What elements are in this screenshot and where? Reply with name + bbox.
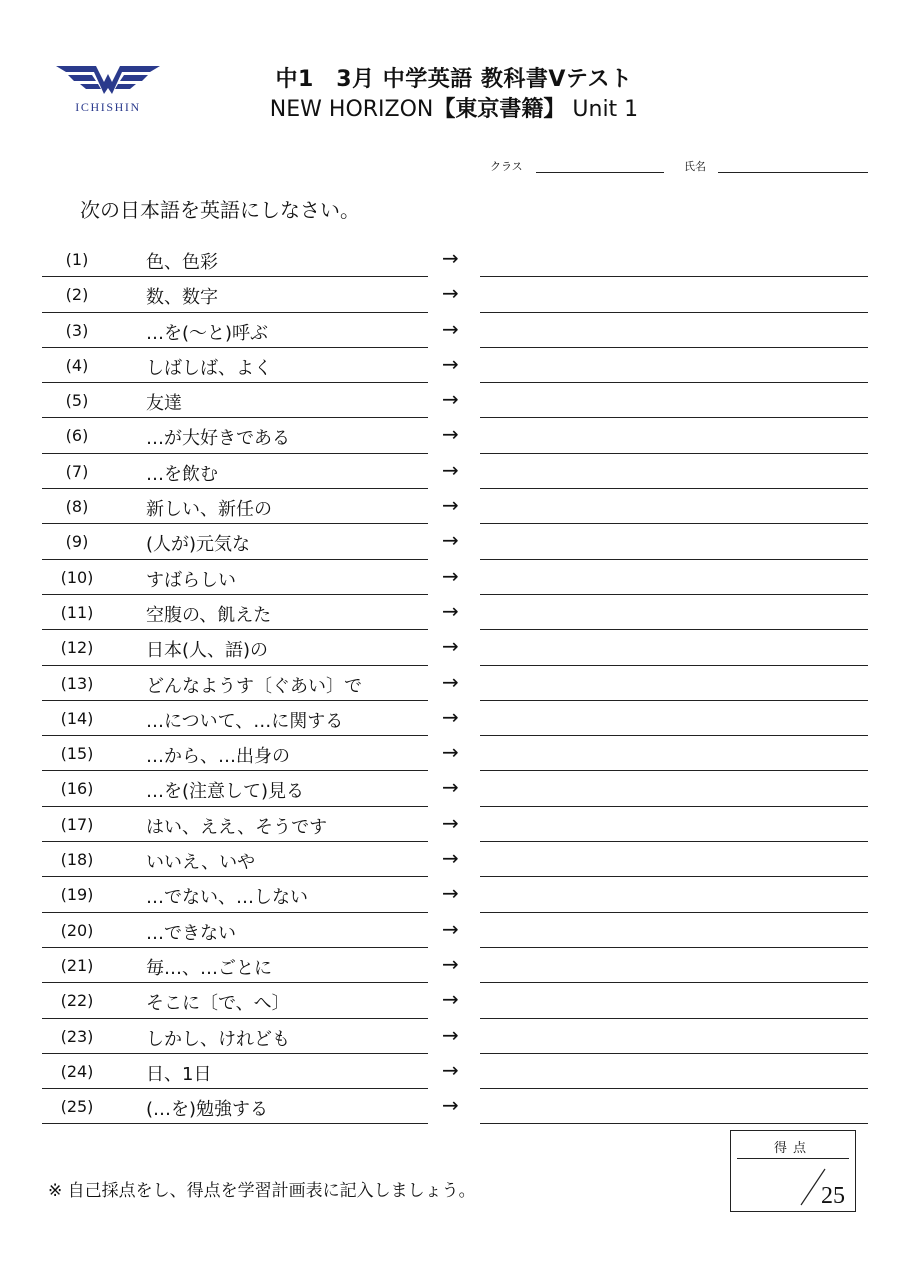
question-number: (12) xyxy=(60,638,94,658)
question-row xyxy=(0,524,908,559)
arrow-icon: → xyxy=(442,316,459,341)
question-number: (2) xyxy=(65,285,89,305)
question-number: (5) xyxy=(65,391,89,411)
question-row xyxy=(0,560,908,595)
question-text: 友達 xyxy=(146,393,182,415)
question-row xyxy=(0,983,908,1018)
question-number: (3) xyxy=(65,320,89,340)
class-field[interactable] xyxy=(536,172,664,173)
name-label: 氏名 xyxy=(684,160,706,173)
question-row xyxy=(0,1019,908,1054)
class-label: クラス xyxy=(490,160,523,173)
question-row xyxy=(0,313,908,348)
question-number: (18) xyxy=(60,850,94,870)
question-number: (10) xyxy=(60,567,94,587)
logo-text: ICHISHIN xyxy=(75,100,141,114)
question-row xyxy=(0,489,908,524)
question-row xyxy=(0,595,908,630)
question-underline xyxy=(42,1123,428,1124)
arrow-icon: → xyxy=(442,387,459,412)
question-row xyxy=(0,454,908,489)
question-list xyxy=(0,242,908,1124)
question-row xyxy=(0,1054,908,1089)
score-divider xyxy=(737,1158,849,1159)
arrow-icon: → xyxy=(442,598,459,623)
question-text: …を飲む xyxy=(146,463,218,485)
question-number: (7) xyxy=(65,461,89,481)
question-number: (17) xyxy=(60,814,94,834)
question-row xyxy=(0,277,908,312)
arrow-icon: → xyxy=(442,1022,459,1047)
question-number: (13) xyxy=(60,673,94,693)
question-text: …が大好きである xyxy=(146,428,290,450)
arrow-icon: → xyxy=(442,563,459,588)
question-number: (8) xyxy=(65,497,89,517)
textbook-name: NEW HORIZON xyxy=(269,97,434,122)
question-text: どんなようす〔ぐあい〕で xyxy=(146,675,362,697)
question-text: 色、色彩 xyxy=(146,252,218,273)
question-row xyxy=(0,736,908,771)
question-row xyxy=(0,877,908,912)
question-number: (4) xyxy=(65,355,89,375)
name-field[interactable] xyxy=(718,172,868,173)
question-text: はい、ええ、そうです xyxy=(146,816,328,838)
question-row xyxy=(0,771,908,806)
arrow-icon: → xyxy=(442,951,459,976)
unit-name: Unit 1 xyxy=(565,97,639,122)
question-text: …でない、…しない xyxy=(146,887,308,909)
question-row xyxy=(0,1089,908,1124)
self-grading-note: ※ 自己採点をし、得点を学習計画表に記入しましょう。 xyxy=(48,1181,476,1201)
question-row xyxy=(0,630,908,665)
question-text: …から、…出身の xyxy=(146,746,290,768)
publisher-name: 【東京書籍】 xyxy=(433,97,566,122)
arrow-icon: → xyxy=(442,634,459,659)
question-number: (14) xyxy=(60,708,94,728)
question-row xyxy=(0,701,908,736)
question-number: (11) xyxy=(60,602,94,622)
question-text: しばしば、よく xyxy=(146,357,272,379)
question-text: …できない xyxy=(146,922,236,944)
question-text: …について、…に関する xyxy=(146,710,344,732)
question-text: …を(注意して)見る xyxy=(146,781,305,803)
question-number: (24) xyxy=(60,1061,94,1081)
page-subtitle xyxy=(0,92,908,123)
arrow-icon: → xyxy=(442,281,459,306)
question-text: すばらしい xyxy=(146,569,236,591)
question-text: 数、数字 xyxy=(146,287,218,309)
question-text: …を(～と)呼ぶ xyxy=(146,322,269,344)
question-row xyxy=(0,348,908,383)
question-number: (22) xyxy=(60,991,94,1011)
question-row xyxy=(0,842,908,877)
question-number: (19) xyxy=(60,885,94,905)
question-text: 新しい、新任の xyxy=(146,499,272,521)
arrow-icon: → xyxy=(442,1093,459,1118)
arrow-icon: → xyxy=(442,881,459,906)
question-text: 日、1日 xyxy=(146,1063,212,1085)
arrow-icon: → xyxy=(442,669,459,694)
question-number: (6) xyxy=(65,426,89,446)
arrow-icon: → xyxy=(442,704,459,729)
arrow-icon: → xyxy=(442,916,459,941)
question-row xyxy=(0,913,908,948)
question-number: (25) xyxy=(60,1097,94,1117)
question-row xyxy=(0,383,908,418)
question-text: 日本(人、語)の xyxy=(146,640,269,662)
question-row xyxy=(0,807,908,842)
arrow-icon: → xyxy=(442,493,459,518)
question-number: (1) xyxy=(65,250,89,269)
question-number: (20) xyxy=(60,920,94,940)
answer-field[interactable] xyxy=(480,1123,868,1124)
question-text: (…を)勉強する xyxy=(146,1099,269,1121)
question-text: (人が)元気な xyxy=(146,534,251,556)
question-number: (23) xyxy=(60,1026,94,1046)
arrow-icon: → xyxy=(442,422,459,447)
arrow-icon: → xyxy=(442,351,459,376)
page-title: 中1 3月 中学英語 教科書Vテスト xyxy=(275,67,633,92)
score-label: 得点 xyxy=(773,1141,812,1156)
question-row xyxy=(0,666,908,701)
arrow-icon: → xyxy=(442,775,459,800)
question-number: (9) xyxy=(65,532,89,552)
arrow-icon: → xyxy=(442,528,459,553)
arrow-icon: → xyxy=(442,987,459,1012)
arrow-icon: → xyxy=(442,740,459,765)
question-text: そこに〔で、へ〕 xyxy=(146,993,290,1015)
score-box xyxy=(730,1130,856,1212)
question-number: (15) xyxy=(60,744,94,764)
question-text: しかし、けれども xyxy=(146,1028,290,1050)
arrow-icon: → xyxy=(442,1057,459,1082)
arrow-icon: → xyxy=(442,246,459,270)
question-number: (16) xyxy=(60,779,94,799)
question-row xyxy=(0,242,908,277)
question-row xyxy=(0,948,908,983)
question-number: (21) xyxy=(60,955,94,975)
instruction: 次の日本語を英語にしなさい。 xyxy=(80,198,360,222)
arrow-icon: → xyxy=(442,846,459,871)
question-text: いいえ、いや xyxy=(146,852,256,874)
arrow-icon: → xyxy=(442,810,459,835)
score-total: 25 xyxy=(821,1183,845,1209)
question-text: 毎…、…ごとに xyxy=(146,957,272,979)
question-row xyxy=(0,418,908,453)
question-text: 空腹の、飢えた xyxy=(146,604,272,626)
arrow-icon: → xyxy=(442,457,459,482)
